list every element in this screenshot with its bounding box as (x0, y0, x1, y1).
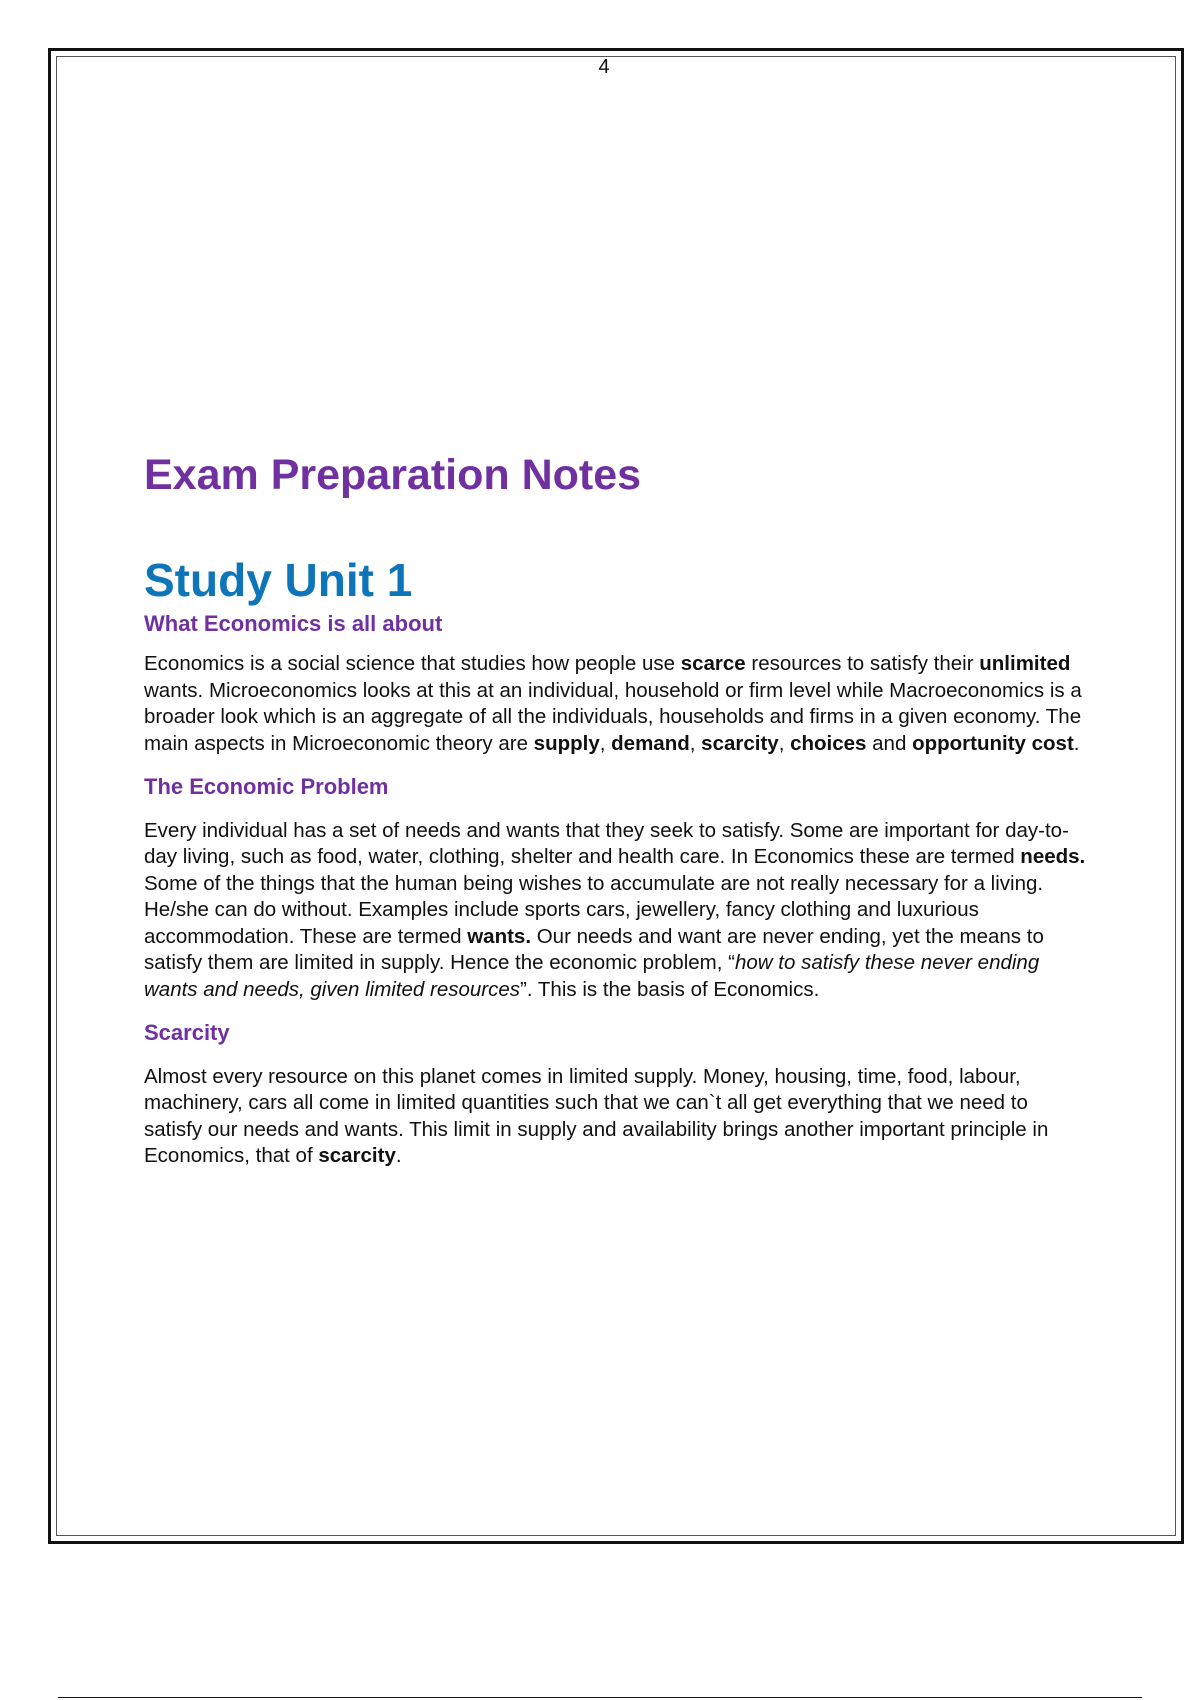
bold-term: scarcity (701, 731, 779, 755)
page-number: 4 (598, 56, 610, 78)
italic-quote: how to satisfy these never ending wants and needs, given limited resources (144, 951, 1040, 1001)
section-heading-scarcity: Scarcity (144, 1020, 230, 1046)
text-run: ”. This is the basis of Economics. (520, 977, 820, 1001)
text-run: Almost every resource on this planet comes in limited supply. Money, housing, time, food, labour, machinery, cars all come in limited quantities such that we can`t all get everything that we need to satisfy our needs and wants. This limit in supply and availability brings another important principle in Economics, that of (144, 1064, 1049, 1168)
bold-term: scarce (680, 652, 746, 676)
bold-term: choices (790, 731, 867, 755)
document-title: Exam Preparation Notes (144, 451, 642, 499)
text-run: wants. Microeconomics looks at this at an individual, household or firm level while Macroeconomics is a broader look which is an aggregate of all the individuals, households and firms in a given economy. The main aspects in Microeconomic theory are (144, 678, 1082, 755)
text-run: . (1073, 731, 1080, 755)
bold-term: wants. (467, 924, 532, 948)
bold-term: demand (611, 731, 690, 755)
text-run: , (778, 731, 791, 755)
paragraph-economic-problem (144, 818, 1089, 1004)
text-run: , (599, 731, 612, 755)
bold-term: opportunity cost (912, 731, 1074, 755)
text-run: and (866, 731, 913, 755)
text-run: Every individual has a set of needs and wants that they seek to satisfy. Some are important for day-to-day living, such as food, water, clothing, shelter and health care. In Economics these are termed (144, 818, 1069, 869)
text-run: . (395, 1144, 402, 1168)
section-heading-economic-problem: The Economic Problem (144, 774, 389, 800)
text-run: , (689, 731, 702, 755)
bold-term: supply (533, 731, 600, 755)
bold-term: unlimited (979, 652, 1071, 676)
bold-term: scarcity (318, 1144, 396, 1168)
text-run: Economics is a social science that studies how people use (144, 652, 681, 676)
unit-title: Study Unit 1 (144, 553, 413, 606)
paragraph-economics (144, 651, 1089, 757)
footer-rule (58, 1697, 1142, 1698)
bold-term: needs. (1020, 845, 1086, 869)
paragraph-scarcity (144, 1064, 1089, 1170)
text-run: Some of the things that the human being wishes to accumulate are not really necessary for a living. He/she can do without. Examples include sports cars, jewellery, fancy clothing and luxurious accommodation. These are termed (144, 871, 1044, 948)
section-heading-economics: What Economics is all about (144, 611, 443, 637)
text-run: Our needs and want are never ending, yet the means to satisfy them are limited in supply. Hence the economic problem, “ (144, 924, 1044, 975)
document-body (144, 450, 1089, 1170)
text-run: resources to satisfy their (745, 652, 980, 676)
